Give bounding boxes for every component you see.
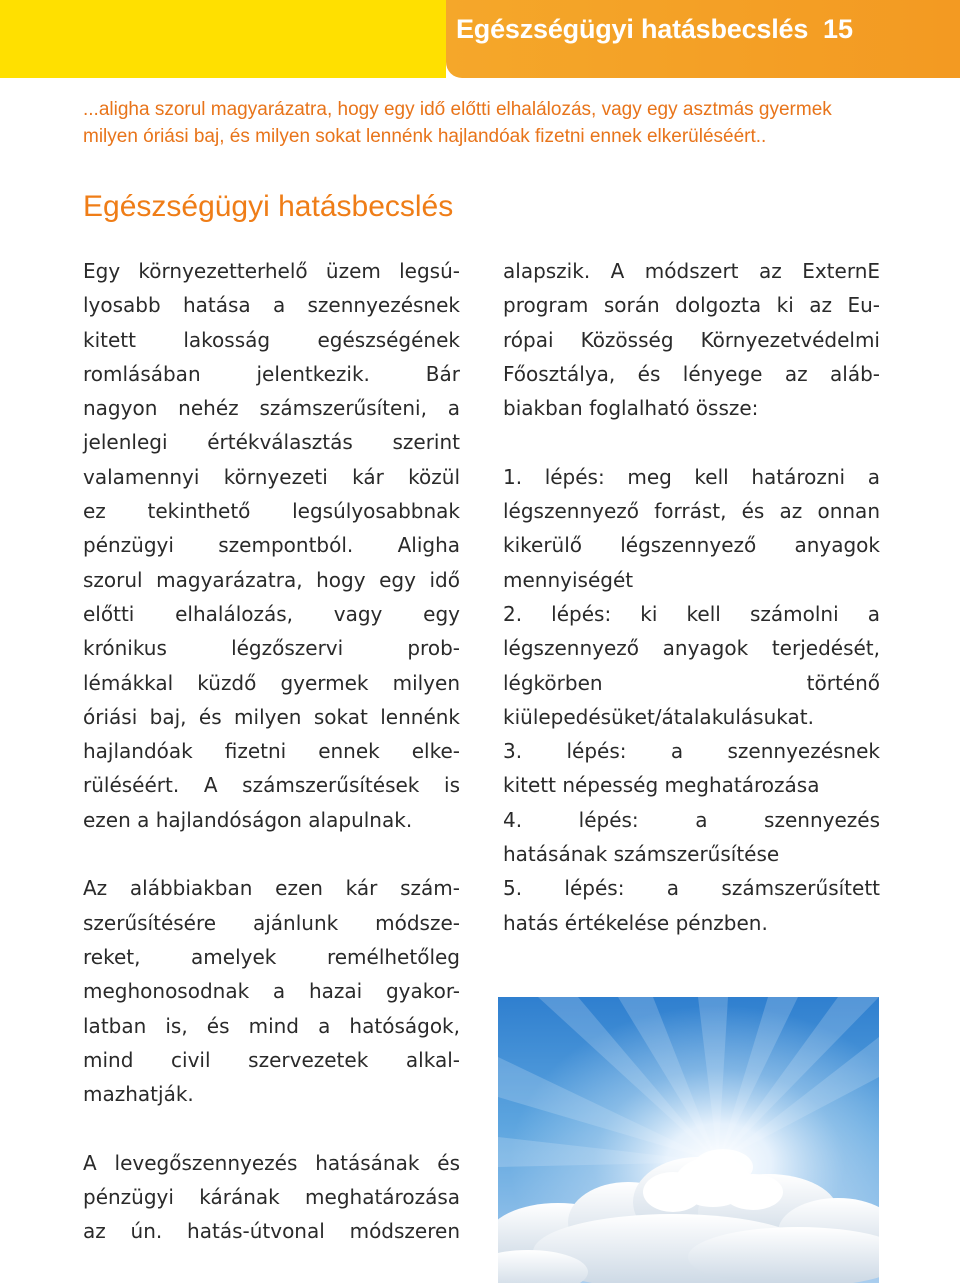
text-line: A levegőszennyezés hatásának és	[83, 1150, 460, 1175]
text-line: előtti elhalálozás, vagy egy	[83, 601, 460, 626]
paragraph	[83, 1146, 460, 1249]
text-line: jelenlegi értékválasztás szerint	[83, 430, 460, 455]
text-line: 5. lépés: a számszerűsített	[503, 876, 880, 901]
text-line: nagyon nehéz számszerűsíteni, a	[83, 396, 460, 421]
right-column	[503, 254, 880, 940]
text-line: Az alábbiakban ezen kár szám-	[83, 876, 460, 901]
text-line: latban is, és mind a hatóságok,	[83, 1013, 460, 1038]
sky-clouds-photo	[498, 997, 879, 1283]
left-column	[83, 254, 460, 1249]
header-yellow-band	[0, 0, 446, 78]
text-line: rüléséért. A számszerűsítések is	[83, 773, 460, 798]
text-line: szerűsítésére ajánlunk módsze-	[83, 910, 460, 935]
paragraph	[503, 254, 880, 425]
text-line: hatás értékelése pénzben.	[503, 910, 768, 935]
text-line: biakban foglalható össze:	[503, 396, 759, 421]
section-title: Egészségügyi hatásbecslés	[83, 190, 454, 223]
text-line: kitett lakosság egészségének	[83, 327, 460, 352]
paragraph-gap	[503, 425, 880, 459]
step-item	[503, 871, 880, 940]
text-line: 1. lépés: meg kell határozni a	[503, 464, 880, 489]
text-line: hatásának számszerűsítése	[503, 842, 780, 867]
sky-clouds-illustration	[498, 997, 879, 1283]
text-line: romlásában jelentkezik. Bár	[83, 361, 460, 386]
text-line: Egy környezetterhelő üzem legsú-	[83, 259, 460, 283]
text-line: az ún. hatás-útvonal módszeren	[83, 1219, 460, 1244]
text-line: pénzügyi kárának meghatározása	[83, 1185, 460, 1210]
text-line: alapszik. A módszert az ExternE	[503, 259, 880, 283]
step-item	[503, 460, 880, 597]
text-line: krónikus légzőszervi prob-	[83, 636, 460, 661]
text-line: pénzügyi szempontból. Aligha	[83, 533, 460, 558]
text-line: rópai Közösség Környezetvédelmi	[503, 327, 880, 352]
paragraph-gap	[83, 837, 460, 871]
step-item	[503, 803, 880, 872]
text-line: reket, amelyek remélhetőleg	[83, 944, 460, 969]
text-line: mind civil szervezetek alkal-	[83, 1047, 460, 1072]
text-line: légszennyező anyagok terjedését,	[503, 636, 880, 661]
page-number: 15	[823, 14, 854, 44]
text-line: lémákkal küzdő gyermek milyen	[83, 670, 460, 695]
step-item	[503, 734, 880, 803]
text-line: 2. lépés: ki kell számolni a	[503, 601, 880, 626]
text-line: Főosztálya, és lényege az aláb-	[503, 361, 880, 386]
text-line: program során dolgozta ki az Eu-	[503, 293, 880, 318]
text-line: óriási baj, és milyen sokat lennénk	[83, 704, 460, 729]
text-line: ezen a hajlandóságon alapulnak.	[83, 807, 413, 832]
intro-quote	[83, 96, 883, 150]
text-line: légkörben történő	[503, 670, 880, 695]
text-line: mennyiségét	[503, 567, 634, 592]
text-line: ez tekinthető legsúlyosabbnak	[83, 499, 460, 524]
paragraph	[83, 254, 460, 837]
paragraph	[83, 871, 460, 1111]
text-line: szorul magyarázatra, hogy egy idő	[83, 567, 460, 592]
text-line: valamennyi környezeti kár közül	[83, 464, 460, 489]
text-line: lyosabb hatása a szennyezésnek	[83, 293, 460, 318]
text-line: kiülepedésüket/átalakulásukat.	[503, 704, 814, 729]
text-line: kitett népesség meghatározása	[503, 773, 820, 798]
text-line: hajlandóak fizetni ennek elke-	[83, 739, 460, 764]
text-line: 3. lépés: a szennyezésnek	[503, 739, 880, 764]
text-line: meghonosodnak a hazai gyakor-	[83, 979, 460, 1004]
step-list	[503, 460, 880, 940]
paragraph-gap	[83, 1111, 460, 1145]
text-line: 4. lépés: a szennyezés	[503, 807, 880, 832]
intro-quote-line: ...aligha szorul magyarázatra, hogy egy idő előtti elhalálozás, vagy egy asztmás gyermek	[83, 99, 832, 120]
text-line: mazhatják.	[83, 1082, 194, 1107]
header-title: Egészségügyi hatásbecslés	[456, 14, 809, 44]
text-line: légszennyező forrást, és az onnan	[503, 499, 880, 524]
step-item	[503, 597, 880, 734]
intro-quote-line: milyen óriási baj, és milyen sokat lennénk hajlandóak fizetni ennek elkerüléséért..	[83, 126, 767, 147]
text-line: kikerülő légszennyező anyagok	[503, 533, 880, 558]
